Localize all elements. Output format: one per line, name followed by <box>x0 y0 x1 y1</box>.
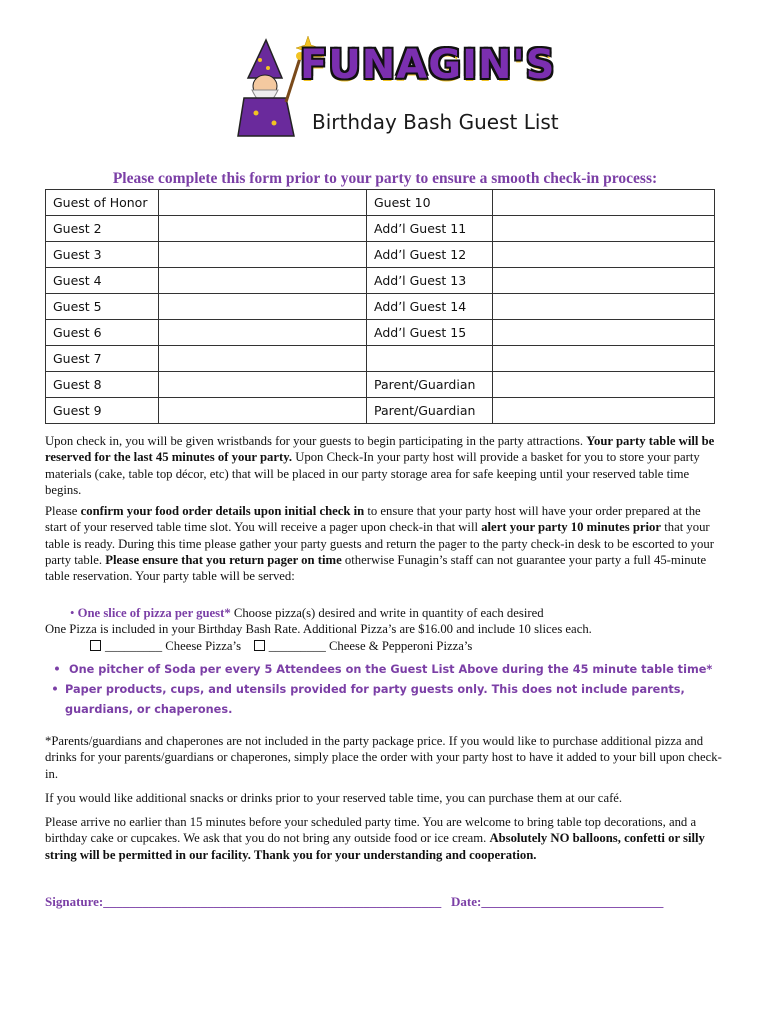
guest-name-input[interactable] <box>493 190 715 216</box>
check-in-paragraph: Upon check in, you will be given wristbands for your guests to begin participating in the party attractions. Your party table will be reserved for the last 45 minutes of your party. Upon Check-In your party host will provide a basket for you to store your party materials (cake, table top décor, etc) that will be placed in our party storage area for safe keeping until your reserved table time begins. <box>45 434 715 497</box>
guest-label: Add’l Guest 12 <box>367 242 493 268</box>
table-row <box>46 190 715 216</box>
guest-name-input[interactable] <box>159 190 367 216</box>
guest-label <box>367 346 493 372</box>
guest-label: Guest 10 <box>367 190 493 216</box>
table-row <box>46 372 715 398</box>
guest-label: Guest 3 <box>46 242 159 268</box>
guest-name-input[interactable] <box>493 346 715 372</box>
guest-label: Guest 5 <box>46 294 159 320</box>
signature-line <box>45 894 735 910</box>
header <box>0 0 770 160</box>
parents-paragraph: *Parents/guardians and chaperones are not included in the party package price. If you would like to purchase additional pizza and drinks for your parents/guardians or chaperones, simply place the order with your party host to have it added to your bill upon check-in. <box>45 734 722 781</box>
table-row <box>46 320 715 346</box>
table-row <box>46 398 715 424</box>
guest-name-input[interactable] <box>159 216 367 242</box>
table-row <box>46 268 715 294</box>
list-item: • Paper products, cups, and utensils provided for party guests only. This does not include parents, guardians, or chaperones. <box>51 682 685 716</box>
logo-text: FUNAGIN'S <box>300 42 556 88</box>
snacks-paragraph: If you would like additional snacks or drinks prior to your reserved table time, you can purchase them at our café. <box>45 790 623 805</box>
guest-label: Guest 6 <box>46 320 159 346</box>
signature-label: Signature: <box>45 894 104 909</box>
guest-name-input[interactable] <box>159 398 367 424</box>
guest-label: Guest 9 <box>46 398 159 424</box>
guest-label: Add’l Guest 13 <box>367 268 493 294</box>
guest-label: Guest 4 <box>46 268 159 294</box>
guest-name-input[interactable] <box>159 346 367 372</box>
guest-name-input[interactable] <box>159 320 367 346</box>
food-order-paragraph: Please confirm your food order details upon initial check in to ensure that your party host will have your order prepared at the start of your reserved table time slot. You will receive a pager upon check-in that will alert your party 10 minutes prior that your table is ready. During this time please gather your party guests and return the pager to the party check-in desk to be escorted to your party table. Please ensure that you return pager on time otherwise Funagin’s staff can not guarantee your party a full 45-minute table reservation. Your party table will be served: <box>45 504 714 584</box>
guest-label: Guest 2 <box>46 216 159 242</box>
guest-name-input[interactable] <box>493 398 715 424</box>
guest-name-input[interactable] <box>159 372 367 398</box>
guest-label: Parent/Guardian <box>367 372 493 398</box>
signature-field[interactable]: ____________________________________________________ <box>103 894 442 909</box>
guest-label: Guest of Honor <box>46 190 159 216</box>
guest-name-input[interactable] <box>159 242 367 268</box>
body-text <box>45 433 725 590</box>
guest-name-input[interactable] <box>493 242 715 268</box>
guest-label: Guest 8 <box>46 372 159 398</box>
pizza-section <box>45 605 725 720</box>
guest-label: Add’l Guest 15 <box>367 320 493 346</box>
pizza-rate-line: One Pizza is included in your Birthday Bash Rate. Additional Pizza’s are $16.00 and include 10 slices each. <box>45 622 592 637</box>
date-field[interactable]: ____________________________ <box>481 894 664 909</box>
arrival-paragraph: Please arrive no earlier than 15 minutes before your scheduled party time. You are welcome to bring table top decorations, and a birthday cake or cupcakes. We ask that you do not bring any outside food or ice cream. Absolutely NO balloons, confetti or silly string will be permitted in our facility. Thank you for your understanding and cooperation. <box>45 815 705 862</box>
page-title: Birthday Bash Guest List <box>312 110 559 134</box>
table-row <box>46 216 715 242</box>
list-item: • One pitcher of Soda per every 5 Attendees on the Guest List Above during the 45 minute table time* <box>53 662 713 676</box>
guest-name-input[interactable] <box>493 268 715 294</box>
guest-name-input[interactable] <box>493 320 715 346</box>
table-row <box>46 294 715 320</box>
guest-name-input[interactable] <box>493 216 715 242</box>
guest-list-table <box>45 189 715 424</box>
guest-name-input[interactable] <box>493 294 715 320</box>
form-instructions: Please complete this form prior to your party to ensure a smooth check-in process: <box>112 170 658 187</box>
service-bullets <box>45 660 725 720</box>
policy-text <box>45 733 725 868</box>
table-row <box>46 346 715 372</box>
pizza-bullet: • One slice of pizza per guest* Choose pizza(s) desired and write in quantity of each desired <box>70 606 544 620</box>
pizza-options: _________ Cheese Pizza’s _________ Cheese & Pepperoni Pizza’s <box>45 638 725 654</box>
guest-name-input[interactable] <box>159 268 367 294</box>
guest-label: Add’l Guest 11 <box>367 216 493 242</box>
funagins-logo <box>300 42 556 104</box>
guest-name-input[interactable] <box>159 294 367 320</box>
pepperoni-pizza-checkbox[interactable] <box>254 640 265 651</box>
guest-label: Parent/Guardian <box>367 398 493 424</box>
guest-name-input[interactable] <box>493 372 715 398</box>
guest-label: Add’l Guest 14 <box>367 294 493 320</box>
date-label: Date: <box>451 894 482 909</box>
guest-label: Guest 7 <box>46 346 159 372</box>
cheese-pizza-checkbox[interactable] <box>90 640 101 651</box>
table-row <box>46 242 715 268</box>
